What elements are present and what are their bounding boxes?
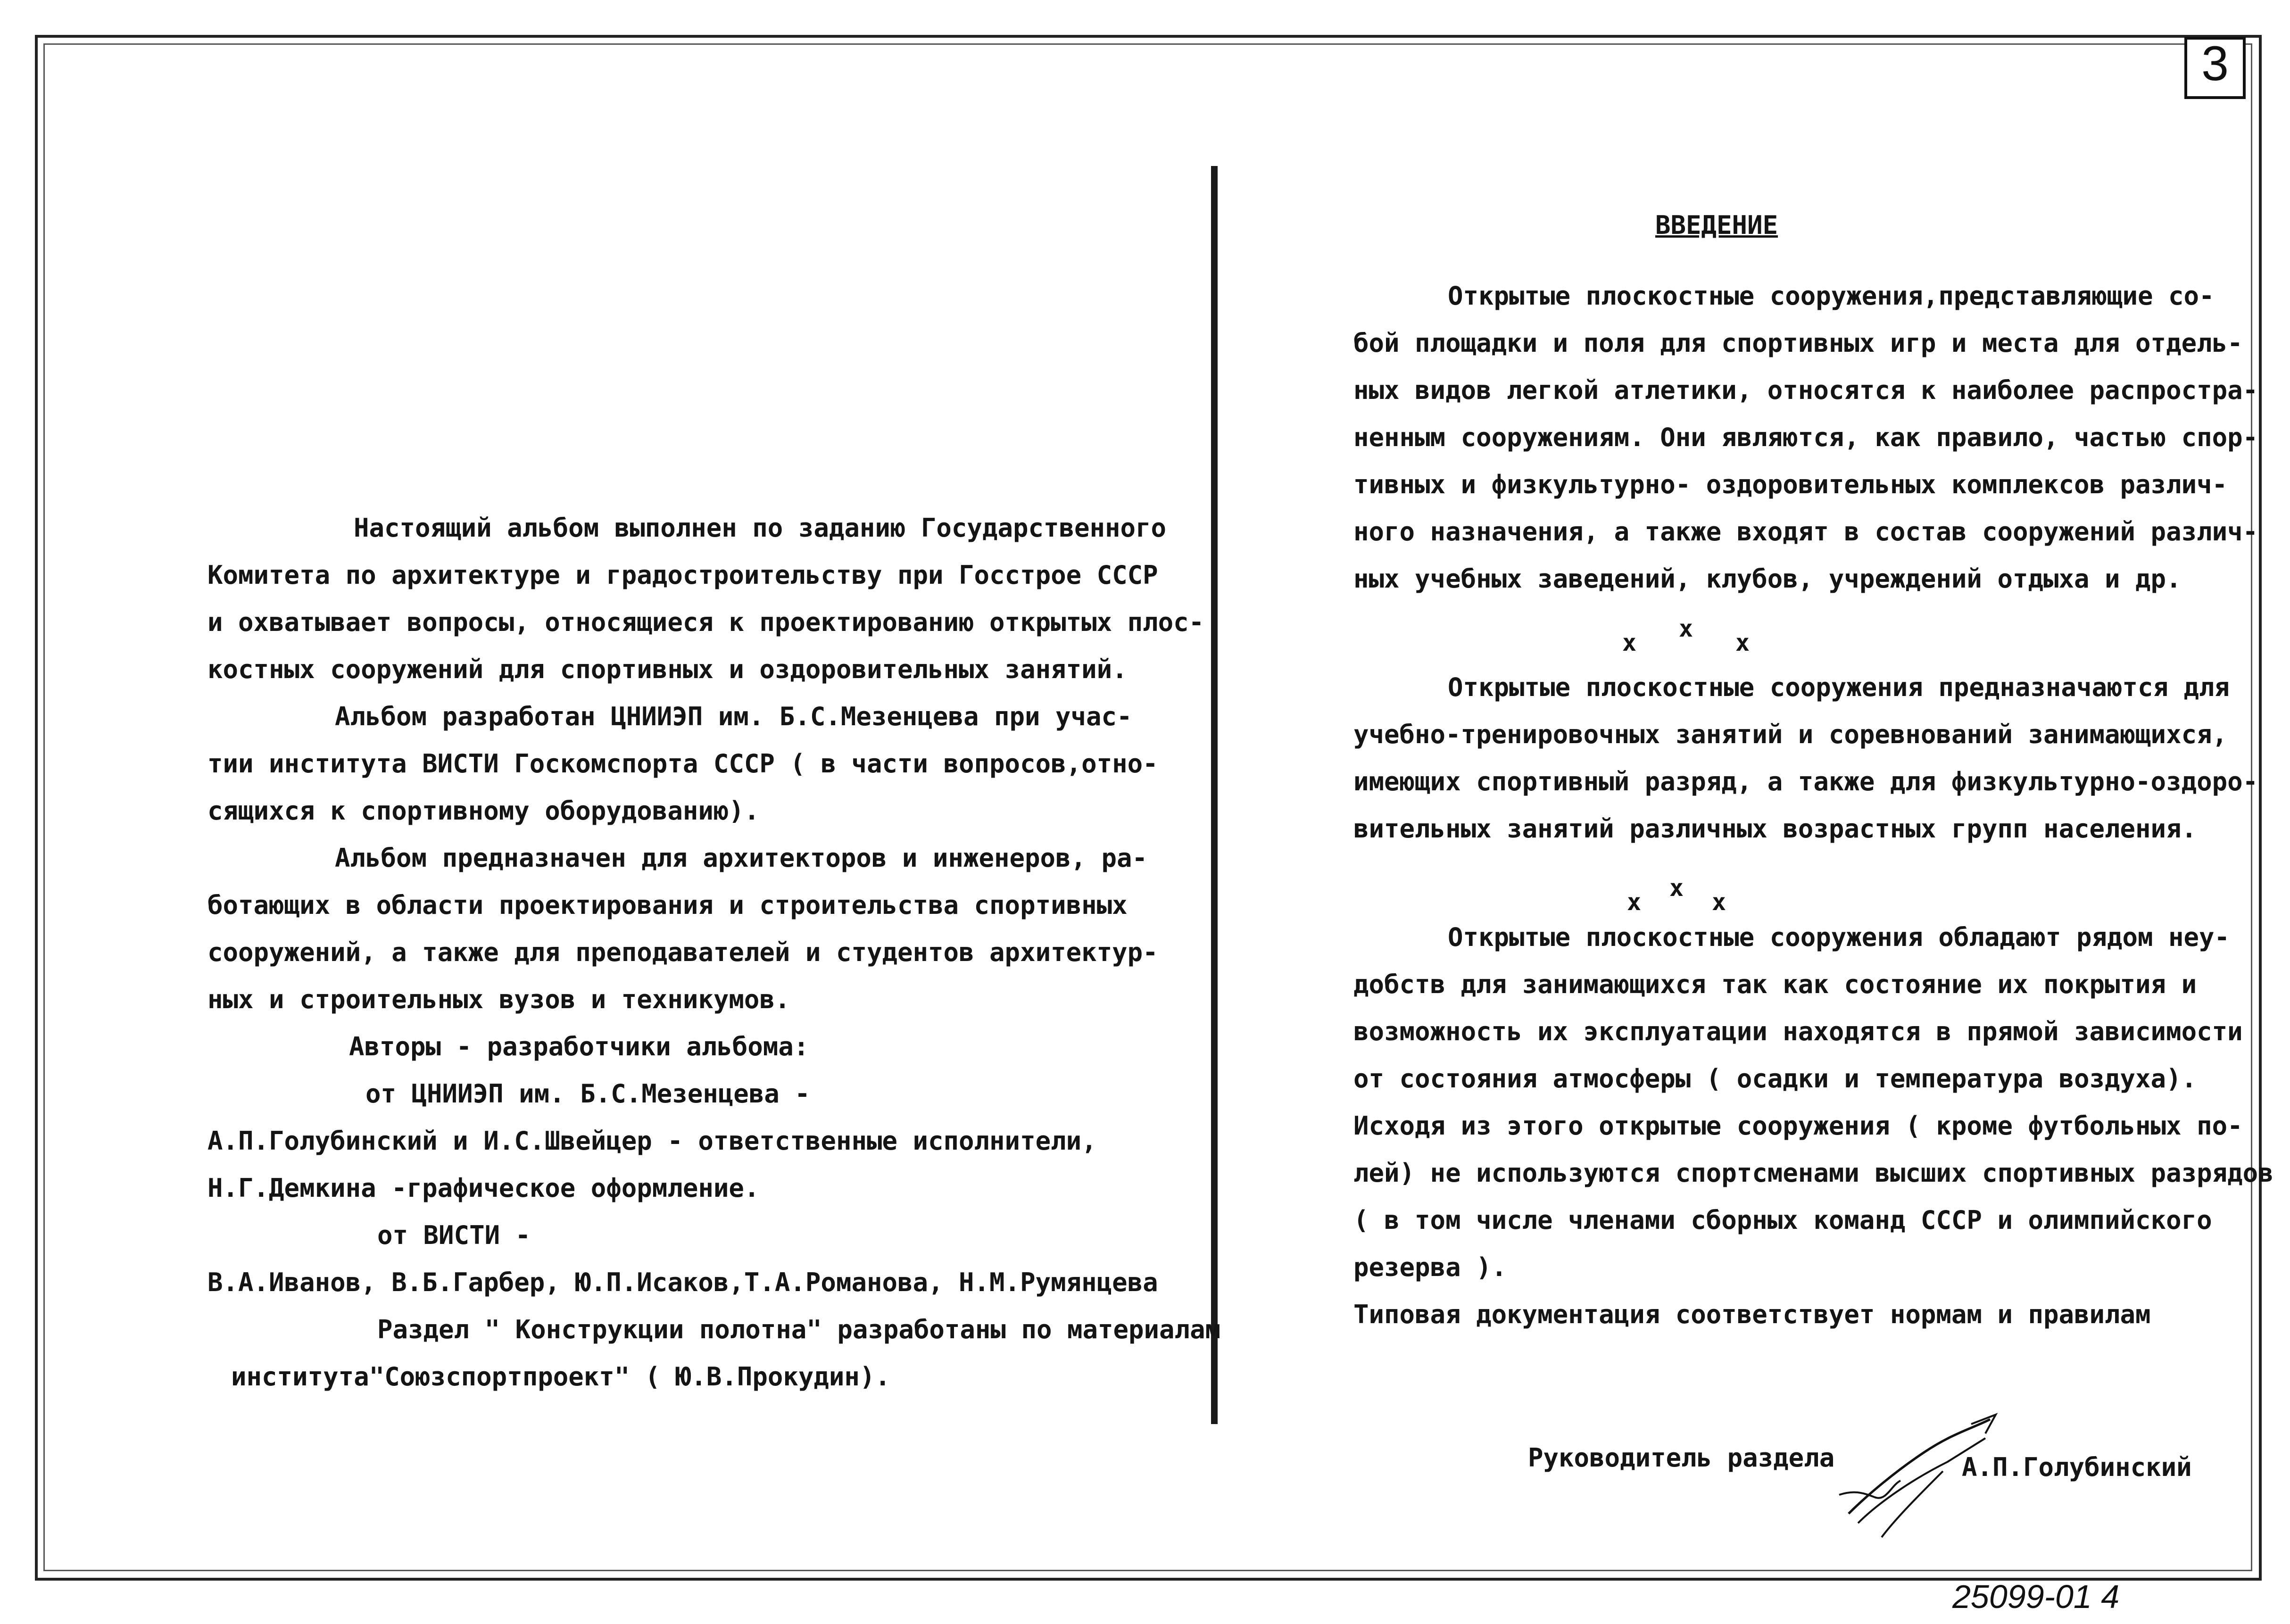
- right-line: Открытые плоскостные сооружения,представляющие со-: [1448, 281, 2215, 311]
- right-line: учебно-тренировочных занятий и соревнований занимающихся,: [1353, 720, 2228, 749]
- left-line: Н.Г.Демкина -графическое оформление.: [207, 1173, 760, 1203]
- right-line: добств для занимающихся так как состояние их покрытия и: [1353, 969, 2197, 999]
- left-line: сооружений, а также для преподавателей и студентов архитектур-: [207, 937, 1158, 967]
- left-line: Альбом предназначен для архитекторов и инженеров, ра-: [335, 843, 1148, 873]
- right-line: ( в том числе членами сборных команд СССР и олимпийского: [1353, 1205, 2212, 1235]
- left-line: А.П.Голубинский и И.С.Швейцер - ответственные исполнители,: [207, 1126, 1097, 1156]
- left-line: Раздел " Конструкции полотна" разработаны по материалам: [377, 1315, 1221, 1344]
- separator-mark: x: [1627, 888, 1642, 916]
- right-line: от состояния атмосферы ( осадки и температура воздуха).: [1353, 1064, 2197, 1094]
- right-line: возможность их эксплуатации находятся в прямой зависимости: [1353, 1017, 2243, 1046]
- left-line: В.А.Иванов, В.Б.Гарбер, Ю.П.Исаков,Т.А.Романова, Н.М.Румянцева: [207, 1268, 1158, 1297]
- signature-name: А.П.Голубинский: [1962, 1452, 2192, 1482]
- right-line: Открытые плоскостные сооружения обладают рядом неу-: [1448, 922, 2230, 952]
- left-line: сящихся к спортивному оборудованию).: [207, 796, 760, 826]
- right-column: [1353, 202, 2273, 1338]
- left-line: Альбом разработан ЦНИИЭП им. Б.С.Мезенцева при учас-: [335, 702, 1132, 731]
- document-code: 25099-01 4: [1952, 1578, 2120, 1615]
- right-line: имеющих спортивный разряд, а также для физкультурно-оздоро-: [1353, 767, 2258, 796]
- left-line: Авторы - разработчики альбома:: [349, 1032, 809, 1061]
- left-line: Комитета по архитектуре и градостроительству при Госстрое СССР: [207, 560, 1158, 590]
- left-line: Настоящий альбом выполнен по заданию Государственного: [354, 513, 1167, 543]
- section-separator: [1353, 853, 2273, 914]
- section-heading: ВВЕДЕНИЕ: [1655, 210, 1778, 240]
- left-line: ботающих в области проектирования и строительства спортивных: [207, 890, 1128, 920]
- signature-label: Руководитель раздела: [1528, 1443, 1835, 1473]
- section-separator: [1353, 603, 2273, 664]
- left-line: ных и строительных вузов и техникумов.: [207, 985, 790, 1014]
- separator-mark: x: [1735, 629, 1750, 656]
- left-line: от ЦНИИЭП им. Б.С.Мезенцева -: [365, 1079, 810, 1109]
- left-column: [207, 505, 1220, 1400]
- separator-mark: x: [1622, 629, 1637, 656]
- right-line: Исходя из этого открытые сооружения ( кроме футбольных по-: [1353, 1111, 2243, 1141]
- right-line: вительных занятий различных возрастных групп населения.: [1353, 814, 2197, 844]
- separator-mark: x: [1669, 874, 1684, 902]
- right-line: ных учебных заведений, клубов, учреждений отдыха и др.: [1353, 564, 2182, 594]
- separator-mark: x: [1712, 888, 1726, 916]
- left-line: и охватывает вопросы, относящиеся к проектированию открытых плос-: [207, 607, 1204, 637]
- left-line: от ВИСТИ -: [377, 1220, 531, 1250]
- right-line: ного назначения, а также входят в состав сооружений различ-: [1353, 517, 2258, 547]
- right-line: бой площадки и поля для спортивных игр и места для отдель-: [1353, 328, 2243, 358]
- separator-mark: x: [1679, 615, 1693, 642]
- right-line: Открытые плоскостные сооружения предназначаются для: [1448, 672, 2230, 702]
- right-line: лей) не используются спортсменами высших спортивных разрядов: [1353, 1158, 2273, 1188]
- left-line: костных сооружений для спортивных и оздоровительных занятий.: [207, 655, 1128, 684]
- page-number: 3: [2201, 36, 2229, 91]
- left-line: института"Союзспортпроект" ( Ю.В.Прокудин).: [231, 1362, 890, 1392]
- right-line: тивных и физкультурно- оздоровительных комплексов различ-: [1353, 470, 2228, 499]
- right-line: ных видов легкой атлетики, относятся к наиболее распростра-: [1353, 375, 2258, 405]
- right-line: ненным сооружениям. Они являются, как правило, частью спор-: [1353, 423, 2258, 452]
- right-line: резерва ).: [1353, 1252, 1507, 1282]
- left-line: тии института ВИСТИ Госкомспорта СССР ( в части вопросов,отно-: [207, 749, 1158, 779]
- right-line: Типовая документация соответствует нормам и правилам: [1353, 1300, 2151, 1329]
